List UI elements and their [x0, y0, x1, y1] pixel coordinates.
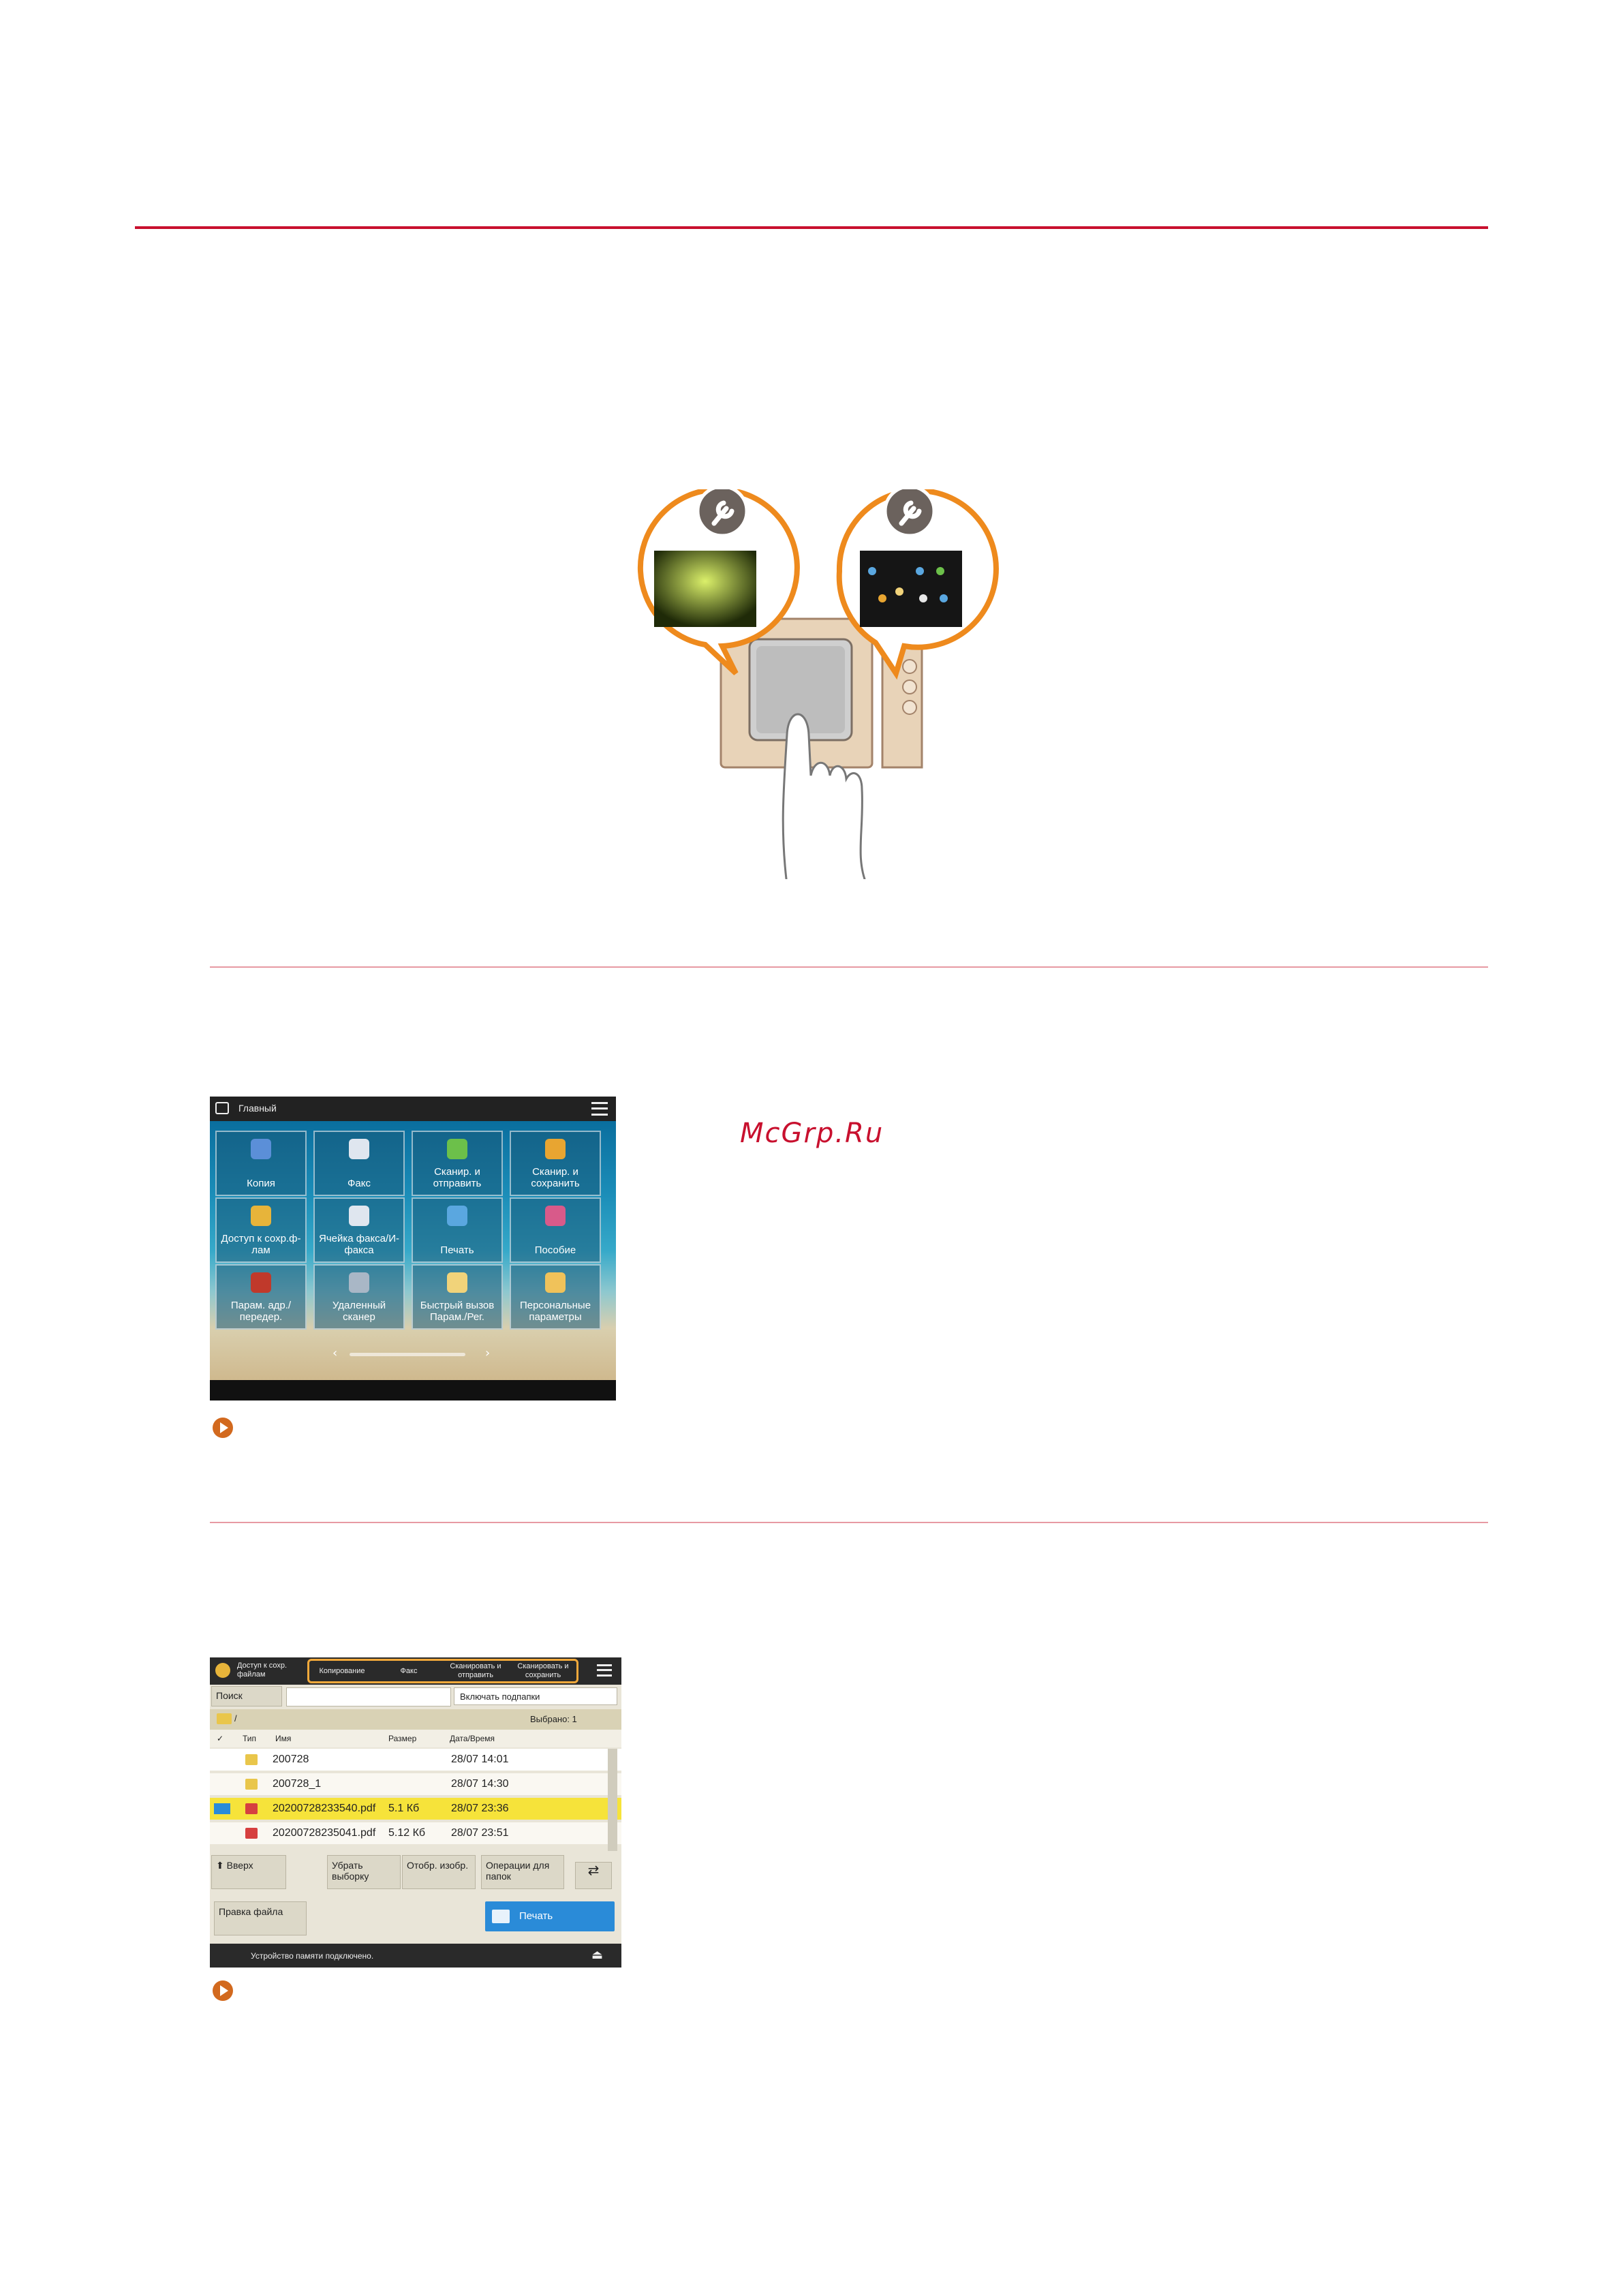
- home-tile-label: Сканир. и отправить: [433, 1166, 482, 1189]
- section-rule: [210, 966, 1488, 968]
- folder-icon: [245, 1754, 258, 1765]
- copy-icon: [251, 1139, 271, 1159]
- home-tile[interactable]: [313, 1197, 405, 1263]
- file-size: 5.1 Кб: [388, 1803, 420, 1814]
- tabs-highlight: [307, 1659, 578, 1683]
- home-tile-label: Удаленный сканер: [332, 1300, 386, 1323]
- file-size: 5.12 Кб: [388, 1827, 426, 1839]
- subfolders-select[interactable]: Включать подпапки: [454, 1687, 617, 1705]
- home-tile-label: Сканир. и сохранить: [531, 1166, 580, 1189]
- home-tile[interactable]: [412, 1264, 503, 1330]
- eject-icon[interactable]: ⏏: [591, 1948, 604, 1961]
- table-row[interactable]: [210, 1798, 621, 1820]
- up-arrow-icon: ⬆: [216, 1860, 224, 1871]
- print-icon: [447, 1206, 467, 1226]
- fax-inbox-icon: [349, 1206, 369, 1226]
- file-name: 200728_1: [273, 1778, 322, 1790]
- deselect-button[interactable]: Убрать выборку: [327, 1855, 401, 1889]
- edit-file-button[interactable]: Правка файла: [214, 1901, 307, 1935]
- path-bar: [210, 1709, 621, 1730]
- callout-screen-right: [860, 551, 962, 627]
- status-bar: [210, 1944, 621, 1968]
- search-button[interactable]: Поиск: [211, 1686, 282, 1706]
- tab-scan-send[interactable]: Сканировать и отправить: [450, 1662, 501, 1679]
- menu-icon[interactable]: [597, 1664, 612, 1677]
- home-tile-label: Быстрый вызов Парам./Рег.: [420, 1300, 495, 1323]
- home-tile[interactable]: [313, 1131, 405, 1196]
- table-header: [210, 1730, 621, 1747]
- current-path: /: [234, 1713, 237, 1724]
- file-date: 28/07 23:36: [451, 1803, 509, 1814]
- home-tile-label: Доступ к сохр.ф-лам: [221, 1233, 301, 1256]
- print-button-label: Печать: [519, 1910, 553, 1922]
- home-tile[interactable]: [215, 1264, 307, 1330]
- link-arrow-icon[interactable]: [213, 1418, 233, 1438]
- customization-illustration: [620, 489, 1015, 879]
- home-tile[interactable]: [510, 1197, 601, 1263]
- header-rule: [135, 226, 1488, 229]
- fax-icon: [349, 1139, 369, 1159]
- printer-icon: [492, 1910, 510, 1923]
- remote-scanner-icon: [349, 1272, 369, 1293]
- home-tile-label: Парам. адр./ передер.: [230, 1300, 292, 1323]
- home-tile[interactable]: [412, 1197, 503, 1263]
- home-topbar: [210, 1097, 616, 1121]
- file-screen-title: Доступ к сохр. файлам: [237, 1662, 288, 1679]
- menu-icon[interactable]: [591, 1102, 608, 1116]
- table-row[interactable]: [210, 1822, 621, 1844]
- chevron-left-icon[interactable]: ‹: [333, 1346, 338, 1360]
- home-icon: [215, 1102, 229, 1114]
- pdf-icon: [245, 1828, 258, 1839]
- home-tile[interactable]: [215, 1131, 307, 1196]
- scan-save-icon: [545, 1139, 566, 1159]
- file-date: 28/07 23:51: [451, 1827, 509, 1839]
- refresh-icon[interactable]: ⇄: [575, 1862, 612, 1889]
- column-date[interactable]: Дата/Время: [450, 1734, 495, 1743]
- home-bottom-bar: [210, 1380, 616, 1400]
- display-image-button[interactable]: Отобр. изобр.: [402, 1855, 476, 1889]
- scan-send-icon: [447, 1139, 467, 1159]
- chevron-right-icon[interactable]: ›: [485, 1346, 491, 1360]
- file-name: 20200728235041.pdf: [273, 1827, 376, 1839]
- column-type[interactable]: Тип: [243, 1734, 257, 1743]
- home-tile[interactable]: [313, 1264, 405, 1330]
- quick-menu-icon: [447, 1272, 467, 1293]
- home-tile[interactable]: [412, 1131, 503, 1196]
- file-name: 200728: [273, 1754, 309, 1765]
- file-topbar: [210, 1657, 621, 1685]
- file-date: 28/07 14:01: [451, 1754, 509, 1765]
- stored-files-icon: [251, 1206, 271, 1226]
- file-access-image: [210, 1657, 621, 1968]
- pdf-icon: [245, 1803, 258, 1814]
- status-text: Устройство памяти подключено.: [251, 1951, 374, 1961]
- tab-fax[interactable]: Факс: [400, 1666, 418, 1675]
- scrollbar[interactable]: [608, 1749, 617, 1851]
- folder-icon: [245, 1779, 258, 1790]
- search-input[interactable]: [286, 1687, 451, 1706]
- home-tile-label: Ячейка факса/И-факса: [319, 1233, 399, 1256]
- folder-operations-button[interactable]: Операции для папок: [481, 1855, 564, 1889]
- column-size[interactable]: Размер: [388, 1734, 417, 1743]
- link-arrow-icon[interactable]: [213, 1980, 233, 2001]
- tab-scan-save[interactable]: Сканировать и сохранить: [517, 1662, 569, 1679]
- table-row[interactable]: [210, 1773, 621, 1795]
- table-row[interactable]: [210, 1749, 621, 1771]
- print-button[interactable]: [485, 1901, 615, 1931]
- stored-files-icon: [215, 1663, 230, 1678]
- file-name: 20200728233540.pdf: [273, 1803, 376, 1814]
- selected-count: Выбрано: 1: [530, 1714, 577, 1724]
- file-date: 28/07 14:30: [451, 1778, 509, 1790]
- home-tile-label: Персональные параметры: [519, 1300, 591, 1323]
- home-tile[interactable]: [215, 1197, 307, 1263]
- home-tile-label: Печать: [440, 1244, 474, 1256]
- up-button[interactable]: [211, 1855, 286, 1889]
- personal-settings-icon: [545, 1272, 566, 1293]
- watermark: McGrp.Ru: [740, 1118, 884, 1149]
- page-indicator: [350, 1353, 465, 1356]
- home-screen-image: [210, 1097, 616, 1400]
- home-tile-label: Копия: [247, 1178, 275, 1189]
- home-tile[interactable]: [510, 1131, 601, 1196]
- tab-copy[interactable]: Копирование: [319, 1666, 365, 1675]
- column-name[interactable]: Имя: [275, 1734, 292, 1743]
- check-icon[interactable]: ✓: [217, 1734, 224, 1743]
- selected-check-icon: [214, 1803, 230, 1814]
- home-tile-label: Факс: [347, 1178, 371, 1189]
- up-button-label: Вверх: [226, 1860, 253, 1871]
- address-book-icon: [251, 1272, 271, 1293]
- home-tile[interactable]: [510, 1264, 601, 1330]
- home-title: Главный: [238, 1103, 277, 1114]
- folder-icon: [217, 1713, 232, 1724]
- section-rule: [210, 1522, 1488, 1523]
- tutorial-icon: [545, 1206, 566, 1226]
- home-tile-label: Пособие: [534, 1244, 576, 1256]
